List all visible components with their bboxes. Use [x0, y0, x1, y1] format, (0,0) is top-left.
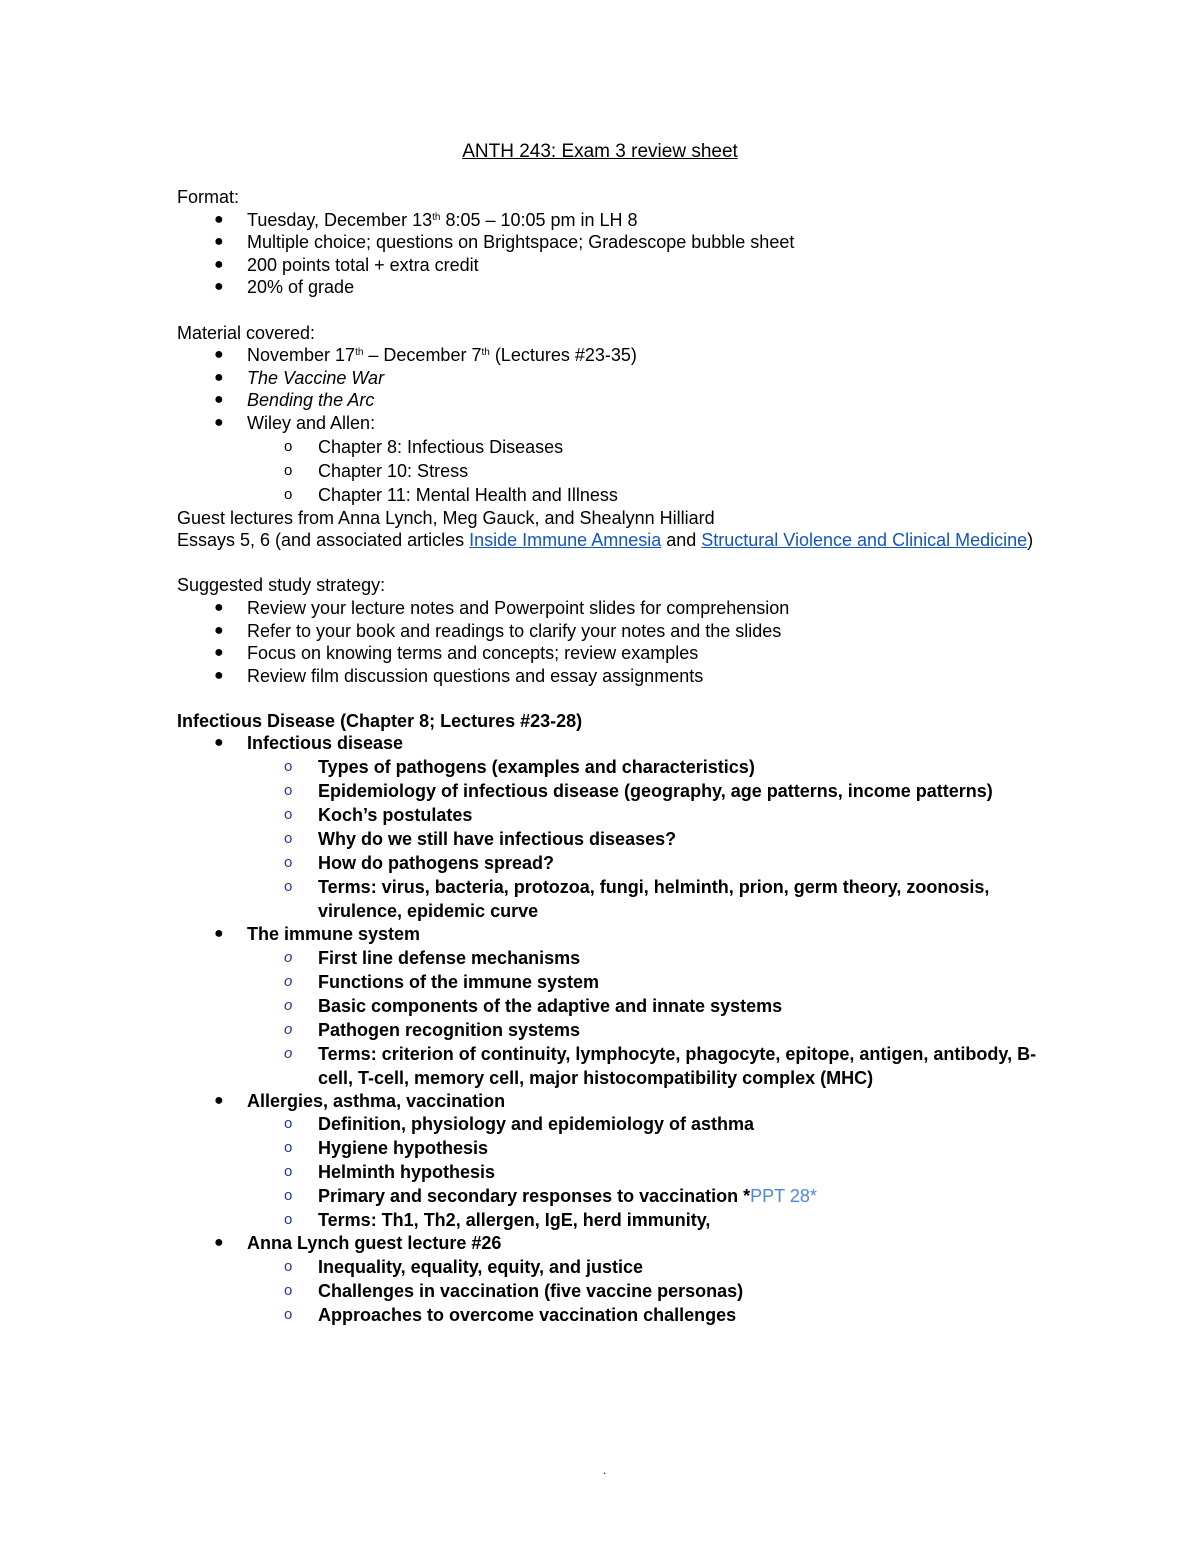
circle-bullet-icon: o — [284, 1115, 293, 1133]
bullet-icon: ● — [214, 1234, 224, 1252]
list-item: o Definition, physiology and epidemiology of asthma — [284, 1114, 755, 1135]
page-title: ANTH 243: Exam 3 review sheet — [462, 141, 738, 162]
list-item: o Terms: Th1, Th2, allergen, IgE, herd immunity, — [284, 1210, 711, 1231]
circle-bullet-icon: o — [284, 437, 293, 455]
circle-bullet-icon: o — [284, 1187, 293, 1205]
list-item: o Chapter 10: Stress — [284, 460, 469, 481]
list-item: o Functions of the immune system — [284, 971, 600, 992]
format-list — [177, 209, 1037, 299]
list-item: ● Focus on knowing terms and concepts; review examples — [214, 643, 699, 664]
bullet-icon: ● — [214, 666, 224, 684]
essays-line: Essays 5, 6 (and associated articles Inside Immune Amnesia and Structural Violence and Clinical Medicine) — [177, 530, 1034, 551]
page-number-mark: . — [603, 1463, 607, 1477]
section-title: ● Allergies, asthma, vaccination — [214, 1090, 506, 1111]
structural-violence-link[interactable]: Structural Violence and Clinical Medicine — [701, 530, 1028, 551]
bullet-icon: ● — [214, 598, 224, 616]
bullet-icon: ● — [214, 925, 224, 943]
ppt-note: PPT 28* — [750, 1186, 817, 1207]
bullet-icon: ● — [214, 210, 224, 228]
list-item: o Epidemiology of infectious disease (geography, age patterns, income patterns) — [284, 781, 993, 802]
list-item: o Helminth hypothesis — [284, 1162, 496, 1183]
list-item: ● Review film discussion questions and essay assignments — [214, 665, 704, 686]
list-item: o First line defense mechanisms — [284, 947, 581, 968]
list-item: o How do pathogens spread? — [284, 853, 555, 874]
circle-bullet-icon: o — [284, 878, 293, 896]
strategy-list — [177, 597, 1037, 687]
section-title: ● The immune system — [214, 924, 421, 945]
list-item: o Terms: criterion of continuity, lymphocyte, phagocyte, epitope, antigen, antibody, B-cell, T-cell, memory cell, major histocompatibility complex (MHC) — [284, 1043, 1037, 1088]
section-title: ● Infectious disease — [214, 733, 404, 754]
bullet-icon: ● — [214, 278, 224, 296]
material-label: Material covered: — [177, 322, 316, 343]
bullet-icon: ● — [214, 391, 224, 409]
list-item: ● Review your lecture notes and Powerpoint slides for comprehension — [214, 597, 790, 618]
circle-bullet-icon: o — [284, 1044, 293, 1062]
circle-bullet-icon: o — [284, 1163, 293, 1181]
list-item: o Chapter 8: Infectious Diseases — [284, 436, 564, 457]
bullet-icon: ● — [214, 413, 224, 431]
list-item: o Koch’s postulates — [284, 805, 473, 826]
list-item: o Chapter 11: Mental Health and Illness — [284, 484, 618, 505]
format-label: Format: — [177, 187, 240, 207]
list-item: ● Tuesday, December 13th 8:05 – 10:05 pm in LH 8 — [214, 209, 638, 230]
list-item: ● 200 points total + extra credit — [214, 254, 479, 275]
list-item: ● The Vaccine War — [214, 367, 385, 388]
bullet-icon: ● — [214, 255, 224, 273]
inside-immune-amnesia-link[interactable]: Inside Immune Amnesia — [469, 530, 662, 551]
guest-lectures-line: Guest lectures from Anna Lynch, Meg Gauck, and Shealynn Hilliard — [177, 507, 715, 528]
list-item: o Approaches to overcome vaccination challenges — [284, 1304, 737, 1325]
list-item: o Terms: virus, bacteria, protozoa, fungi, helminth, prion, germ theory, zoonosis, virulence, epidemic curve — [284, 877, 990, 922]
bullet-icon: ● — [214, 233, 224, 251]
list-item: o Challenges in vaccination (five vaccine personas) — [284, 1280, 744, 1301]
list-item: o Basic components of the adaptive and innate systems — [284, 995, 783, 1016]
circle-bullet-icon: o — [284, 1139, 293, 1157]
circle-bullet-icon: o — [284, 1257, 293, 1275]
circle-bullet-icon: o — [284, 1305, 293, 1323]
material-list — [177, 344, 1037, 506]
circle-bullet-icon: o — [284, 1281, 293, 1299]
list-item: ● Wiley and Allen: — [214, 412, 376, 433]
list-item: ● 20% of grade — [214, 277, 355, 298]
circle-bullet-icon: o — [284, 485, 293, 503]
section-title: ● Anna Lynch guest lecture #26 — [214, 1233, 502, 1254]
bullet-icon: ● — [214, 1091, 224, 1109]
circle-bullet-icon: o — [284, 1211, 293, 1229]
list-item: ● Multiple choice; questions on Brightspace; Gradescope bubble sheet — [214, 232, 795, 253]
circle-bullet-icon: o — [284, 830, 293, 848]
circle-bullet-icon: o — [284, 461, 293, 479]
bullet-icon: ● — [214, 368, 224, 386]
list-item: o Types of pathogens (examples and characteristics) — [284, 757, 755, 778]
circle-bullet-icon: o — [284, 972, 293, 990]
strategy-label: Suggested study strategy: — [177, 575, 386, 596]
circle-bullet-icon: o — [284, 758, 293, 776]
list-item: ● Refer to your book and readings to clarify your notes and the slides — [214, 620, 782, 641]
circle-bullet-icon: o — [284, 1020, 293, 1038]
list-item: ● November 17th – December 7th (Lectures #23-35) — [214, 345, 637, 366]
list-item: o Pathogen recognition systems — [284, 1019, 581, 1040]
circle-bullet-icon: o — [284, 782, 293, 800]
list-item: o Primary and secondary responses to vaccination *PPT 28* — [284, 1186, 817, 1207]
bullet-icon: ● — [214, 734, 224, 752]
bullet-icon: ● — [214, 644, 224, 662]
circle-bullet-icon: o — [284, 806, 293, 824]
infectious-disease-heading: Infectious Disease (Chapter 8; Lectures #23-28) — [177, 710, 583, 731]
list-item: ● Bending the Arc — [214, 390, 375, 411]
infectious-list — [177, 732, 1037, 1326]
list-item: o Hygiene hypothesis — [284, 1138, 489, 1159]
circle-bullet-icon: o — [284, 996, 293, 1014]
circle-bullet-icon: o — [284, 854, 293, 872]
bullet-icon: ● — [214, 621, 224, 639]
list-item: o Why do we still have infectious diseases? — [284, 829, 677, 850]
document-body — [177, 186, 1037, 1327]
bullet-icon: ● — [214, 346, 224, 364]
circle-bullet-icon: o — [284, 948, 293, 966]
list-item: o Inequality, equality, equity, and justice — [284, 1256, 644, 1277]
